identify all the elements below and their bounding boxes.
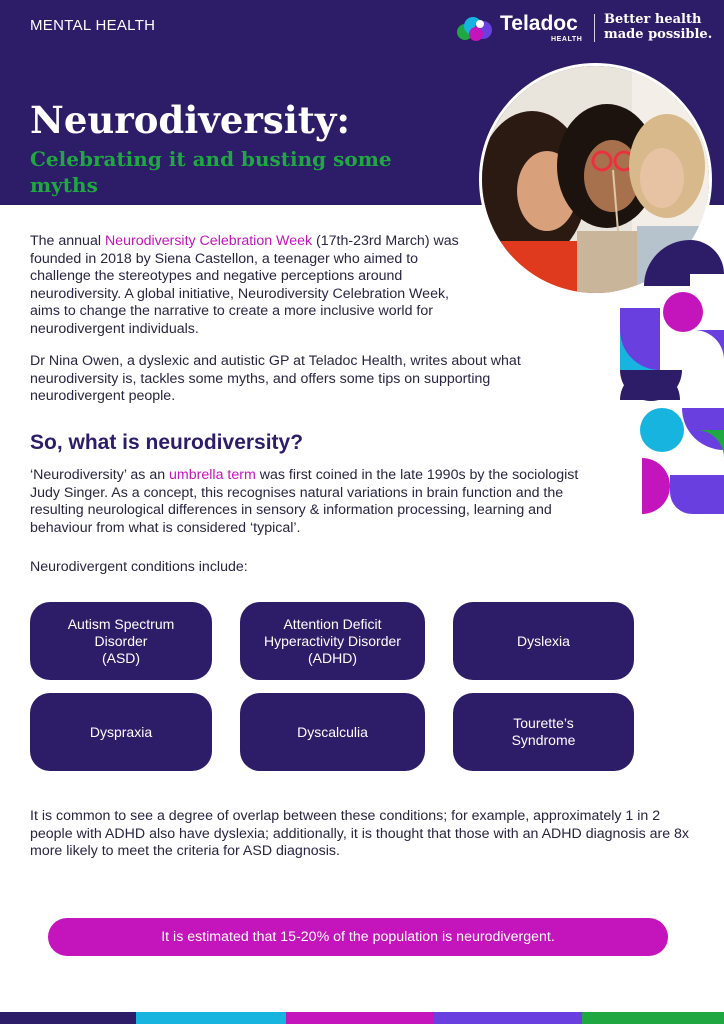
section-heading: So, what is neurodiversity? [30,431,304,454]
condition-text: Disorder [94,632,148,649]
footer-color-bar [0,1012,724,1024]
condition-card-tourettes [453,693,634,771]
footer-segment-magenta [286,1012,434,1024]
logo-divider [594,14,595,42]
condition-text: (ASD) [101,649,141,666]
logo-tagline [604,12,712,42]
footer-segment-navy [0,1012,136,1024]
statistic-text: It is estimated that 15-20% of the population is neurodivergent. [161,929,555,945]
condition-text: (ADHD) [308,649,357,666]
page-subtitle: Celebrating it and busting some myths [30,147,392,197]
celebration-week-link[interactable]: Neurodiversity Celebration Week [104,233,313,249]
definition-text-start: ‘Neurodiversity’ as an [30,467,170,483]
teladoc-logo-icon [456,14,496,42]
definition-text-end: was first coined in the late 1990s by the sociologist Judy Singer. As a concept, this recognises natural variations in brain function and the resulting neurological differences in sensory & information processing, learning and behaviour from what is considered ‘typical’. [30,467,579,536]
page-title: Neurodiversity: [30,98,351,142]
section-label: MENTAL HEALTH [30,17,156,34]
condition-card-adhd [240,602,425,680]
condition-text: Syndrome [511,732,576,748]
teladoc-logo[interactable] [456,12,716,46]
condition-text: Dyslexia [517,632,570,649]
footer-segment-green [582,1012,724,1024]
statistic-banner [48,918,668,956]
intro-text-start: The annual [30,233,105,249]
condition-card-asd [30,602,212,680]
condition-text: Attention Deficit [283,615,382,632]
condition-text: Tourette’s [513,715,574,731]
conditions-label: Neurodivergent conditions include: [30,559,248,575]
logo-sub: HEALTH [551,36,583,43]
condition-text: Dyscalculia [297,723,368,740]
logo-wordmark: Teladoc [500,12,578,35]
logo-tagline-line1: Better health [604,12,702,27]
condition-text: Autism Spectrum [67,615,175,632]
condition-card-dyscalculia [240,693,425,771]
footer-segment-purple [434,1012,582,1024]
overlap-paragraph: It is common to see a degree of overlap between these conditions; for example, approximately 1 in 2 people with ADHD also have dyslexia; additionally, it is thought that those with an ADHD diagnosis are 8x more likely to meet the criteria for ASD diagnosis. [30,808,690,860]
condition-text: Dyspraxia [89,723,153,740]
decorative-shapes [620,240,724,520]
condition-card-dyslexia [453,602,634,680]
condition-text: Hyperactivity Disorder [264,632,401,649]
condition-card-dyspraxia [30,693,212,771]
author-paragraph: Dr Nina Owen, a dyslexic and autistic GP at Teladoc Health, writes about what neurodiversity is, tackles some myths, and offers some tips on supporting neurodivergent people. [30,353,521,405]
definition-paragraph [30,467,600,537]
logo-tagline-line2: made possible. [604,27,713,42]
intro-text-end: (17th-23rd March) was founded in 2018 by Siena Castellon, a teenager who aimed to challenge the stereotypes and negative perceptions around neurodiversity. A global initiative, Neurodiversity Celebration Week, aims to change the narrative to create a more inclusive world for neurodivergent individuals. [30,233,459,337]
umbrella-term-link[interactable]: umbrella term [169,467,256,483]
intro-paragraph [30,233,478,339]
footer-segment-cyan [136,1012,286,1024]
